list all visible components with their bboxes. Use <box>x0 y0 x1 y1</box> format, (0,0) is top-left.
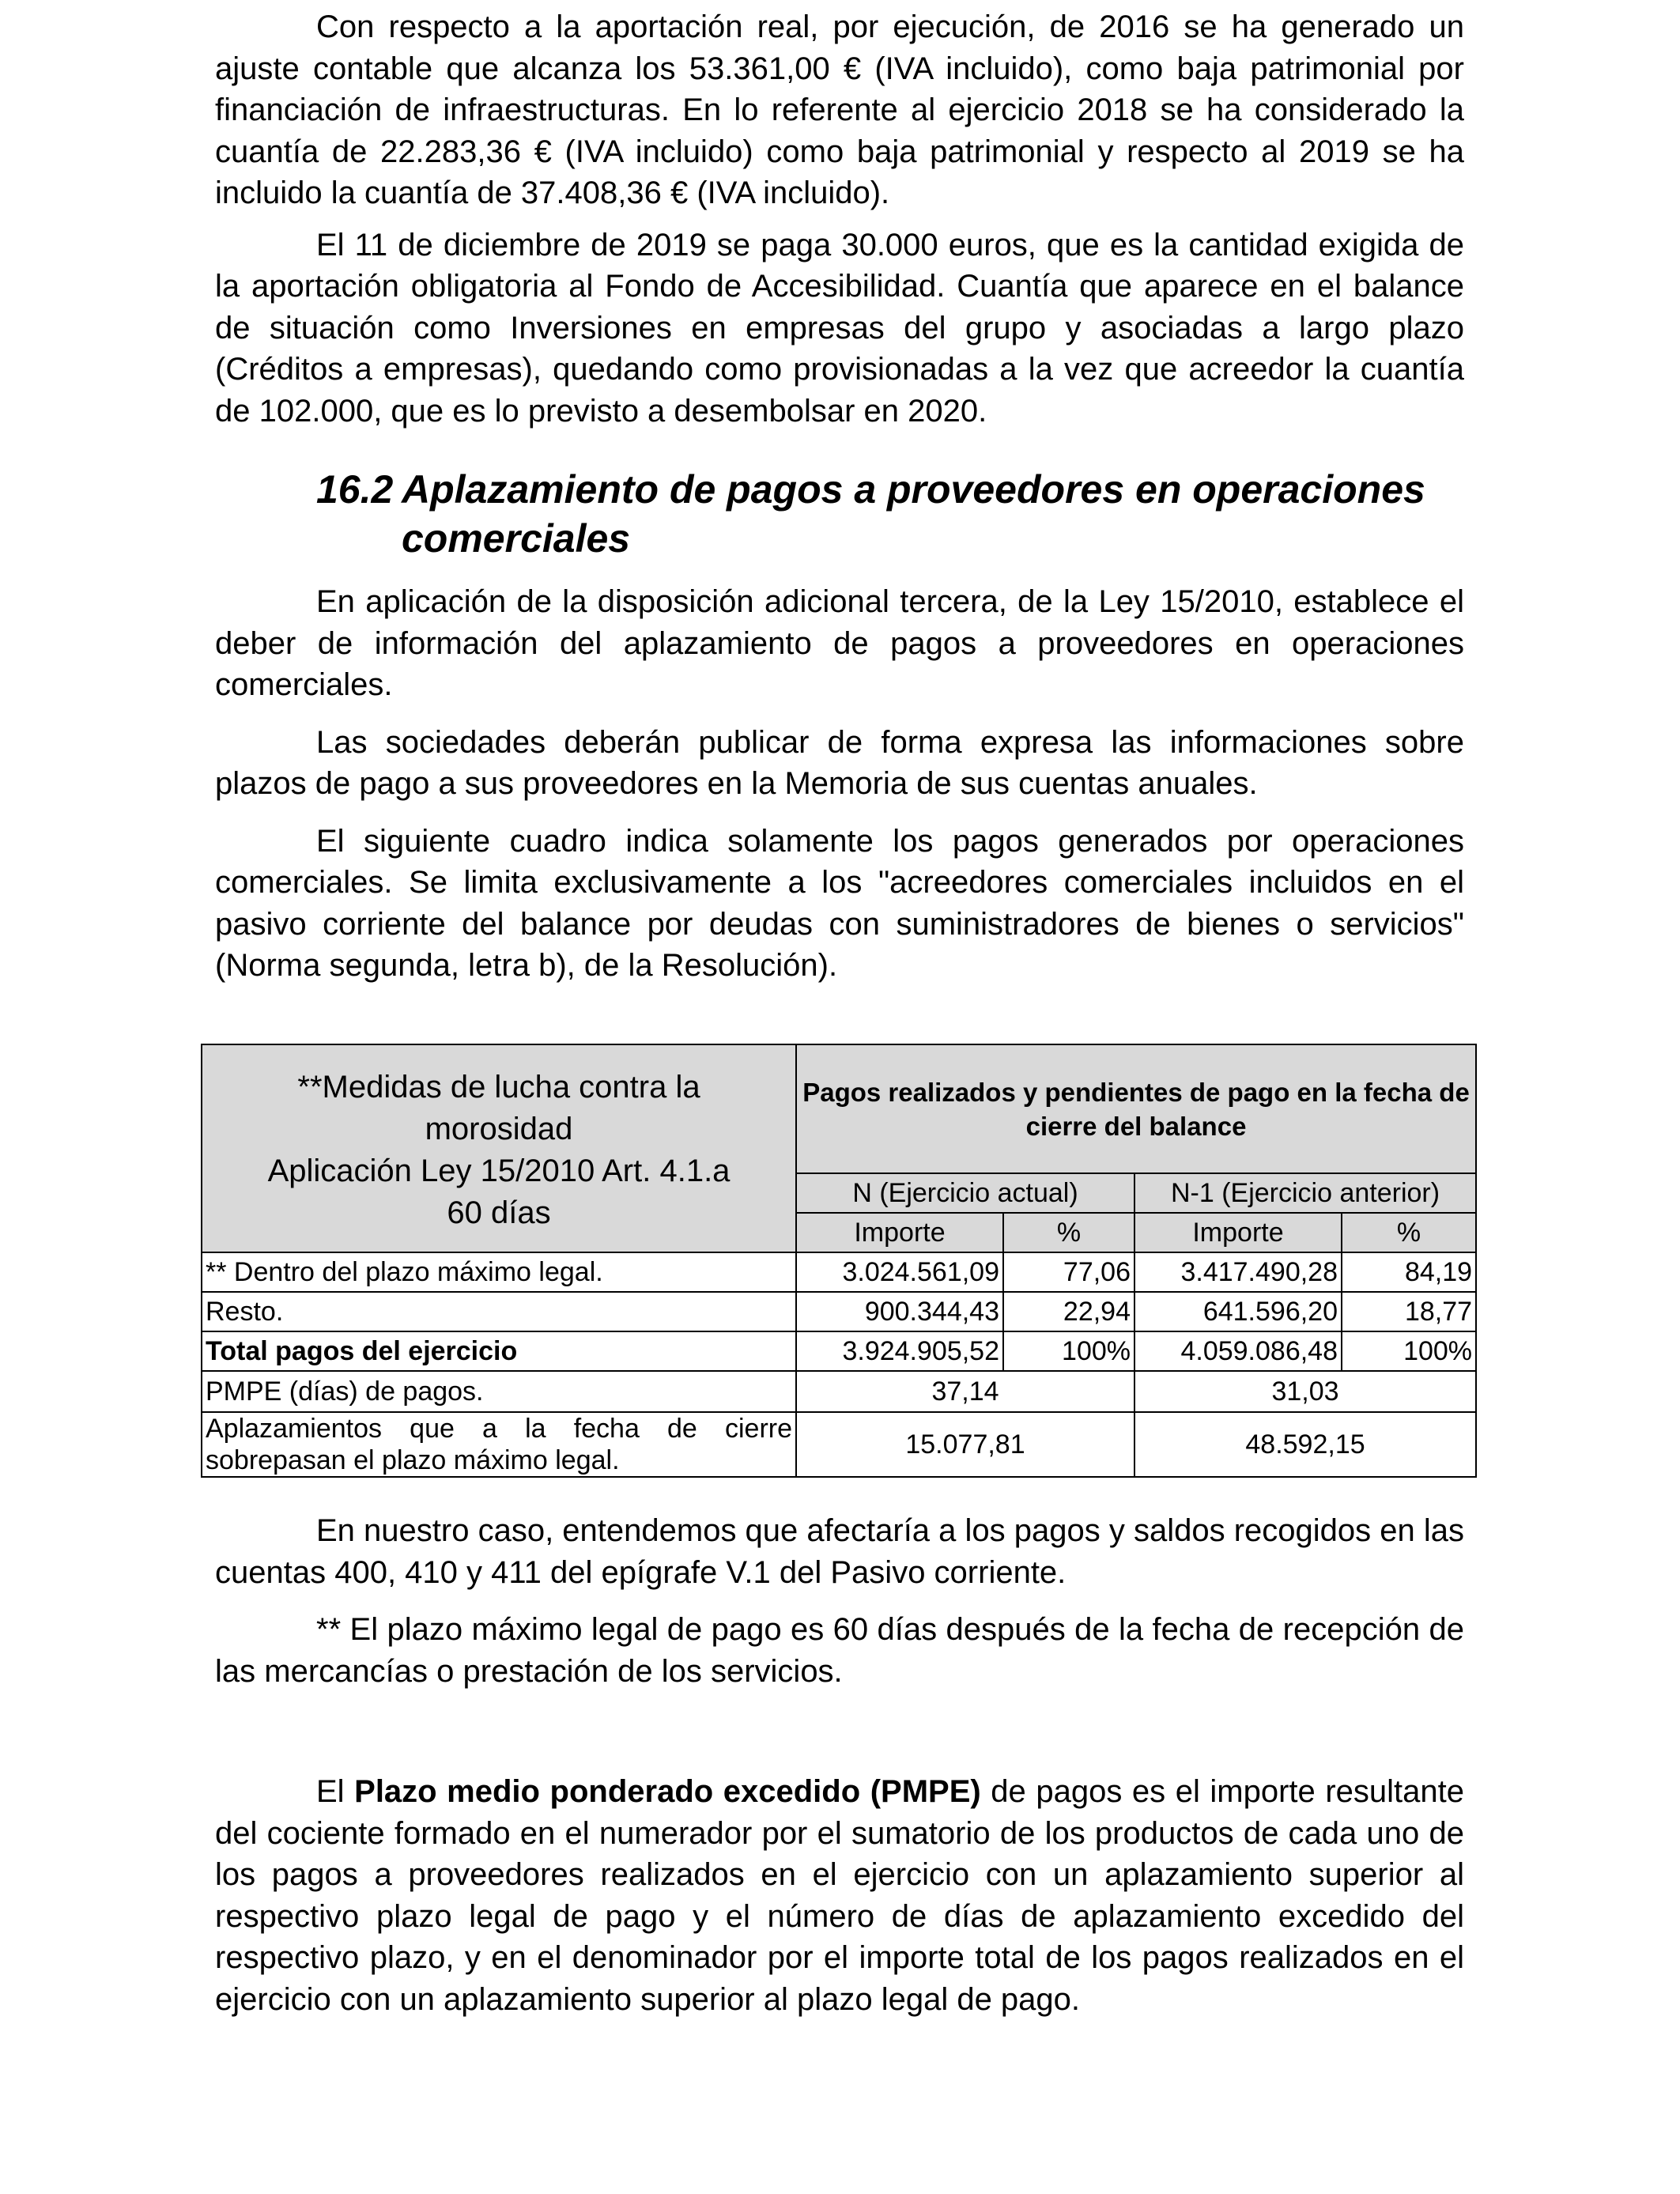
cell-importe-n1: 641.596,20 <box>1134 1292 1342 1331</box>
row-label: Aplazamientos que a la fecha de cierre sobrepasan el plazo máximo legal. <box>202 1412 796 1477</box>
table-main-header: Pagos realizados y pendientes de pago en la fecha de cierre del balance <box>796 1044 1476 1173</box>
text-block-bottom <box>215 1510 1464 2020</box>
table-row-total <box>202 1331 1476 1371</box>
cell-pct-n1: 84,19 <box>1342 1252 1476 1292</box>
section-heading <box>316 465 1464 563</box>
table-row-aplazamientos <box>202 1412 1476 1477</box>
table-left-header: **Medidas de lucha contra la morosidad Aplicación Ley 15/2010 Art. 4.1.a 60 días <box>202 1044 796 1252</box>
col-ejercicio-anterior: N-1 (Ejercicio anterior) <box>1134 1173 1476 1213</box>
cell-pct-n: 100% <box>1003 1331 1134 1371</box>
paragraph-plazo-legal: ** El plazo máximo legal de pago es 60 días después de la fecha de recepción de las mercancías o prestación de los servicios. <box>215 1612 1464 1689</box>
col-pct-n1: % <box>1342 1213 1476 1252</box>
paragraph-pmpe-definition: El Plazo medio ponderado excedido (PMPE) de pagos es el importe resultante del cociente formado en el numerador por el sumatorio de los productos de cada uno de los pagos a proveedores realizados en el ejercicio con un aplazamiento superior al respectivo plazo legal de pago y el número de días de aplazamiento excedido del respectivo plazo, y en el denominador por el importe total de los pagos realizados en el ejercicio con un aplazamiento superior al plazo legal de pago. <box>215 1774 1465 2017</box>
col-importe-n: Importe <box>796 1213 1003 1252</box>
table-row-pmpe <box>202 1371 1476 1412</box>
cell-pct-n: 22,94 <box>1003 1292 1134 1331</box>
paragraph-ley: En aplicación de la disposición adicional tercera, de la Ley 15/2010, establece el deber de información del aplazamiento de pagos a proveedores en operaciones comerciales. <box>215 584 1464 702</box>
paragraph-aportacion: Con respecto a la aportación real, por ejecución, de 2016 se ha generado un ajuste contable que alcanza los 53.361,00 € (IVA incluido), como baja patrimonial por financiación de infraestructuras. En lo referente al ejercicio 2018 se ha considerado la cuantía de 22.283,36 € (IVA incluido) como baja patrimonial y respecto al 2019 se ha incluido la cuantía de 37.408,36 € (IVA incluido). <box>215 9 1464 210</box>
cell-aplaz-n: 15.077,81 <box>796 1412 1134 1477</box>
col-pct-n: % <box>1003 1213 1134 1252</box>
text-block-middle <box>215 581 1464 987</box>
section-number: 16.2 <box>316 467 394 512</box>
row-label: PMPE (días) de pagos. <box>202 1371 796 1412</box>
paragraph-sociedades: Las sociedades deberán publicar de forma expresa las informaciones sobre plazos de pago a sus proveedores en la Memoria de sus cuentas anuales. <box>215 724 1464 801</box>
section-title-line2: comerciales <box>402 516 631 561</box>
cell-pmpe-n1: 31,03 <box>1134 1371 1476 1412</box>
cell-importe-n: 3.024.561,09 <box>796 1252 1003 1292</box>
cell-pct-n1: 18,77 <box>1342 1292 1476 1331</box>
cell-pct-n1: 100% <box>1342 1331 1476 1371</box>
cell-pmpe-n: 37,14 <box>796 1371 1134 1412</box>
cell-importe-n1: 4.059.086,48 <box>1134 1331 1342 1371</box>
paragraph-fondo-accesibilidad: El 11 de diciembre de 2019 se paga 30.000 euros, que es la cantidad exigida de la aportación obligatoria al Fondo de Accesibilidad. Cuantía que aparece en el balance de situación como Inversiones en empresas del grupo y asociadas a largo plazo (Créditos a empresas), quedando como provisionadas a la vez que acreedor la cuantía de 102.000, que es lo previsto a desembolsar en 2020. <box>215 227 1464 429</box>
table-row <box>202 1292 1476 1331</box>
paragraph-cuentas: En nuestro caso, entendemos que afectaría a los pagos y saldos recogidos en las cuentas 400, 410 y 411 del epígrafe V.1 del Pasivo corriente. <box>215 1513 1465 1590</box>
row-label: Total pagos del ejercicio <box>202 1331 796 1371</box>
col-importe-n1: Importe <box>1134 1213 1342 1252</box>
text-block-top <box>215 6 1464 432</box>
pmpe-term: Plazo medio ponderado excedido (PMPE) <box>354 1774 981 1809</box>
payments-table <box>201 1044 1477 1478</box>
cell-aplaz-n1: 48.592,15 <box>1134 1412 1476 1477</box>
section-title-line1: Aplazamiento de pagos a proveedores en operaciones <box>402 467 1425 512</box>
row-label: Resto. <box>202 1292 796 1331</box>
paragraph-cuadro: El siguiente cuadro indica solamente los pagos generados por operaciones comerciales. Se limita exclusivamente a los "acreedores comerciales incluidos en el pasivo corriente del balance por deudas con suministradores de bienes o servicios" (Norma segunda, letra b), de la Resolución). <box>215 823 1464 983</box>
row-label: ** Dentro del plazo máximo legal. <box>202 1252 796 1292</box>
cell-importe-n1: 3.417.490,28 <box>1134 1252 1342 1292</box>
col-ejercicio-actual: N (Ejercicio actual) <box>796 1173 1134 1213</box>
cell-pct-n: 77,06 <box>1003 1252 1134 1292</box>
table-row <box>202 1252 1476 1292</box>
cell-importe-n: 3.924.905,52 <box>796 1331 1003 1371</box>
cell-importe-n: 900.344,43 <box>796 1292 1003 1331</box>
